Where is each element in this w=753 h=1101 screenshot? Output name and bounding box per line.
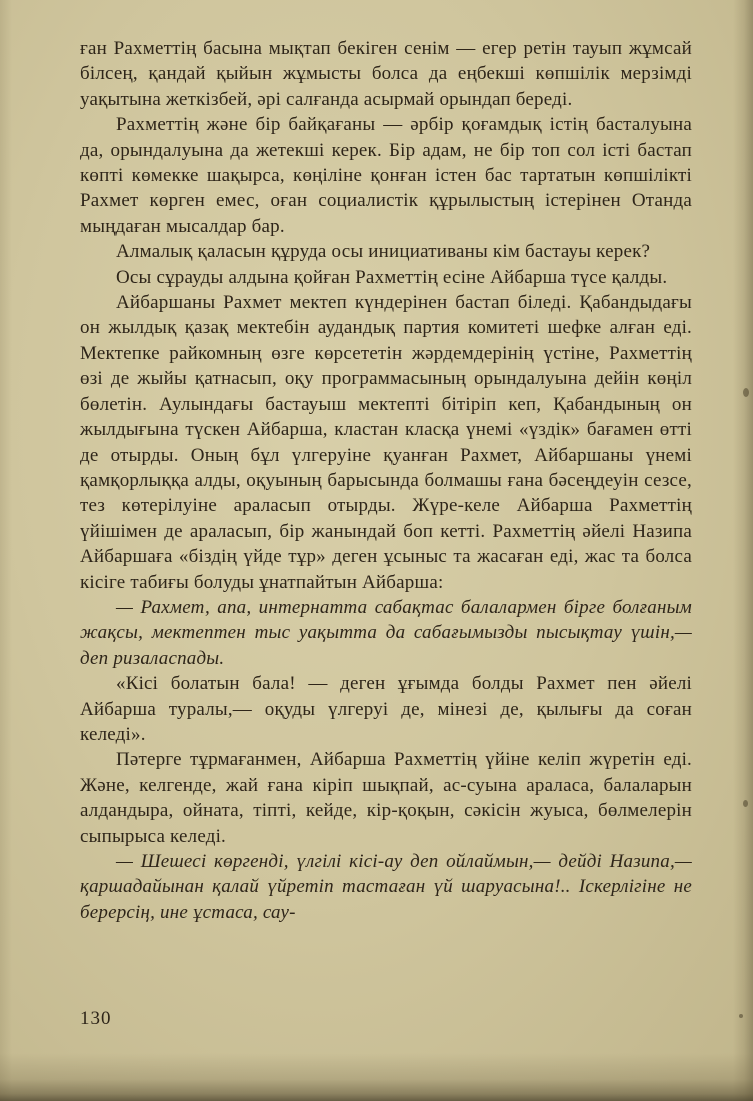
paragraph: ған Рахметтің басына мықтап бекіген сенім — егер ретін тауып жұмсай білсең, қандай қыйын жұмысты болса да еңбекші көпшілік мерзімді уақытына жеткізбей, әрі салғанда асырмай орындап береді. <box>80 38 692 110</box>
scan-speck <box>743 800 748 807</box>
paragraph: Осы сұрауды алдына қойған Рахметтің есіне Айбарша түсе қалды. <box>116 266 668 288</box>
paragraph: — Шешесі көргенді, үлгілі кісі-ау деп ойлаймын,— дейді Назипа,— қаршадайынан қалай үйретіп тастаған үй шаруасына!.. Іскерлігіне не берерсің, ине ұстаса, сау- <box>80 851 692 923</box>
page-number: 130 <box>80 1008 112 1029</box>
page-edge-shadow-bottom <box>0 1053 753 1101</box>
paragraph: — Рахмет, апа, интернатта сабақтас балалармен бірге болғаным жақсы, мектептен тыс уақытта да сабағымызды пысықтау үшін,— деп ризаласпады. <box>80 596 692 669</box>
paragraph: Пәтерге тұрмағанмен, Айбарша Рахметтің үйіне келіп жүретін еді. Және, келгенде, жай ғана кіріп шықпай, ас-суына араласа, балаларын алдандыра, ойната, тіпті, кейде, кір-қоқын, сәкісін жуыса, бөлмелерін сыпырыса келеді. <box>80 749 692 847</box>
paragraph: «Кісі болатын бала! — деген ұғымда болды Рахмет пен әйелі Айбарша туралы,— оқуды үлгеруі де, мінезі де, қылығы да соған келеді». <box>80 673 692 745</box>
page-edge-shadow-right <box>733 0 753 1101</box>
text-column <box>80 36 692 925</box>
scan-speck <box>743 388 749 397</box>
paragraph: Алмалық қаласын құруда осы инициативаны кім бастауы керек? <box>116 241 651 263</box>
page-edge-shadow-left <box>0 0 12 1101</box>
paragraph: Рахметтің және бір байқағаны — әрбір қоғамдық істің басталуына да, орындалуына да жетекші керек. Бір адам, не бір топ сол істі бастап көпті көмекке шақырса, көңіліне қонған істен бас тартатын көпшілікті Рахмет көрген емес, оған социалистік құрылыстың істерінен Отанда мыңдаған мысалдар бар. <box>80 114 692 237</box>
paragraph: Айбаршаны Рахмет мектеп күндерінен бастап біледі. Қабандыдағы он жылдық қазақ мектебін аудандық партия комитеті шефке алған еді. Мектепке райкомның өзге көрсететін жәрдемдерінің үстіне, Рахметтің өзі де жыйы қатнасып, оқу программасының орындалуына дейін көңіл бөлетін. Аулындағы бастауыш мектепті бітіріп кеп, Қабандының он жылдығына түскен Айбарша, кластан класқа үнемі «үздік» бағамен өтті де отырды. Оның бұл үлгеруіне қуанған Рахмет, Айбаршаны үнемі қамқорлыққа алды, оқуының барысында болмашы ғана бәсеңдеуін сезсе, тез көтерілуіне араласып отырды. Жүре-келе Айбарша Рахметтің үйішімен де араласып, бір жанындай боп кетті. Рахметтің әйелі Назипа Айбаршаға «біздің үйде тұр» деген ұсыныс та жасаған еді, жас та болса кісіге табиғы болуды ұнатпайтын Айбарша: <box>80 292 692 593</box>
scan-speck <box>739 1014 743 1018</box>
